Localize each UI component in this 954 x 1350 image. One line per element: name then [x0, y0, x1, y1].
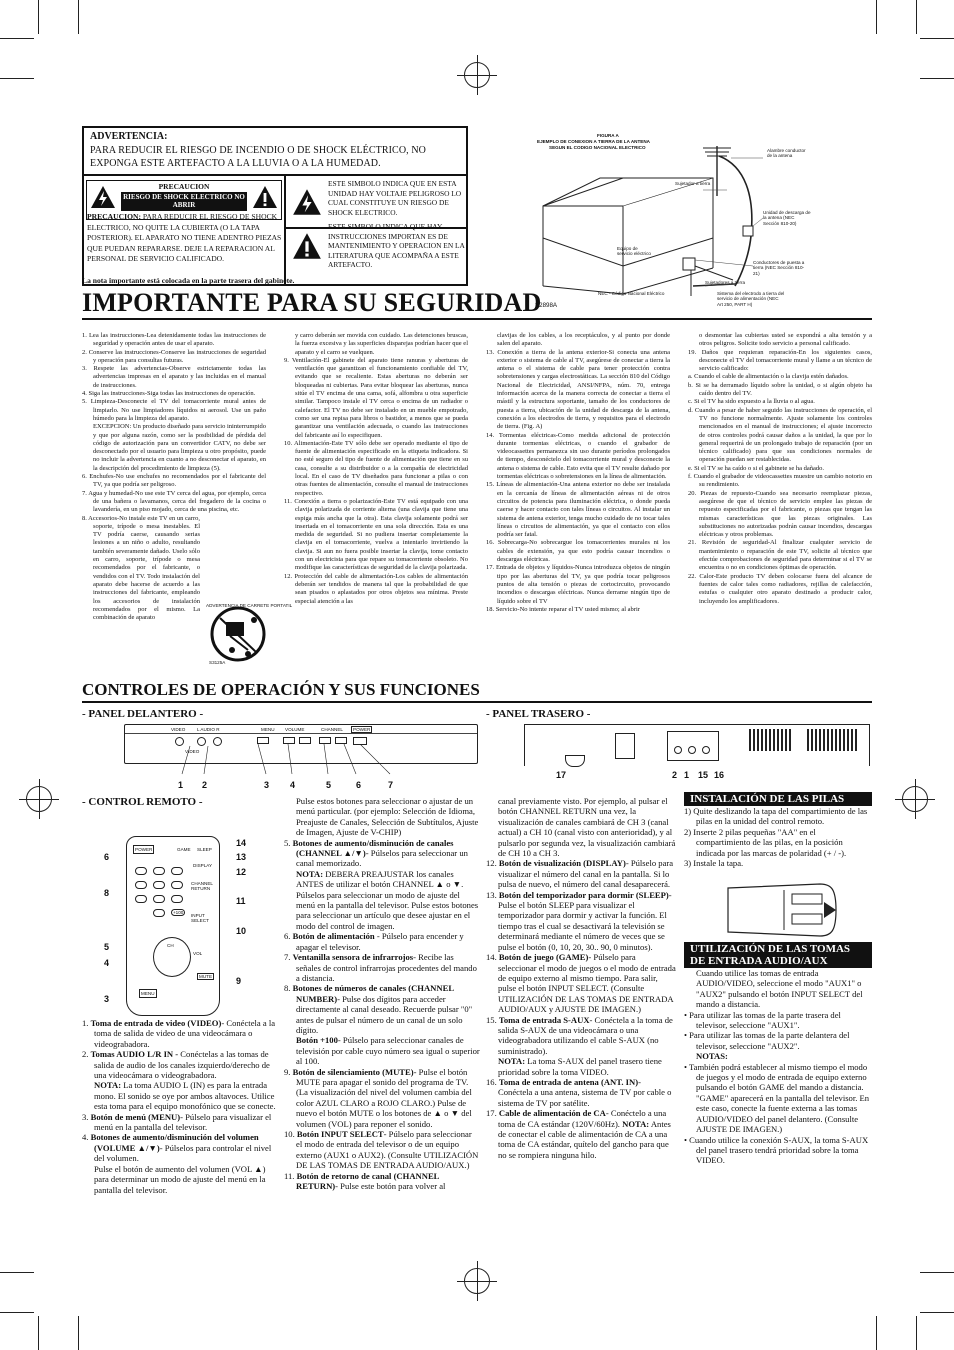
divider — [82, 701, 872, 703]
antenna-in-jack[interactable] — [702, 746, 710, 754]
remote-drawing — [126, 836, 220, 1016]
remote-power-button[interactable]: POWER — [133, 845, 154, 854]
remote-game-button[interactable]: GAME — [177, 847, 191, 852]
front-callout-6: 6 — [356, 780, 362, 790]
remote-return-button[interactable]: CHANNEL RETURN — [191, 881, 213, 892]
list-item: Pulse el botón de aumento del volumen (VOL ▲) para determinar un modo de ajuste del menú en la pantalla del televisor. — [94, 1163, 266, 1195]
symbol-instructions-text: ESTE SIMBOLO INDICA QUE HAY INSTRUCCIONES IMPORTAN ES DE MANTENIMIENTO Y OPERACION EN LA LITERATURA QUE ACOMPAÑA A ESTE ARTEFACTO. — [328, 222, 465, 270]
caution-band: RIESGO DE SHOCK ELECTRICO NO ABRIR — [121, 192, 247, 211]
crop-mark — [0, 1272, 34, 1273]
list-item: • Cuando utilice la conexión S-AUX, la toma S-AUX del panel trasero tendrá prioridad sobre la toma VIDEO. — [684, 1134, 869, 1166]
list-item: 12. Botón de visualización (DISPLAY)- Púlselo para visualizar el número del canal en la pantalla. Si lo pulsa de nuevo, el número del canal desaparecerá. — [486, 858, 674, 890]
figure-code: S2898A — [535, 302, 558, 309]
rear-panel-drawing — [524, 724, 870, 766]
front-label-menu: MENU — [261, 727, 275, 732]
rear-callout-2: 2 — [672, 770, 678, 780]
battery-compartment-drawing — [724, 880, 840, 940]
list-item: 15. Toma de entrada S-AUX- Conéctela a la toma de salida S-AUX de una videocámara o una videograbadora utilizando el cable S-AUX (no suministrado). — [486, 1014, 673, 1056]
remote-vol-label: VOL — [193, 951, 203, 956]
controls-title: CONTROLES DE OPERACIÓN Y SUS FUNCIONES — [82, 680, 480, 699]
controls-list-right — [486, 796, 676, 1160]
remote-mute-button[interactable]: MUTE — [199, 974, 213, 979]
front-label-audio: L AUDIO R — [197, 727, 220, 732]
exclamation-triangle-icon — [292, 232, 322, 260]
list-item: Pulse estos botones para seleccionar o ajustar de un menú particular. (por ejemplo: Selección de Idioma, Preajuste de Canales, Selección de Subtítulos, Ajuste de Imagen, Ajuste de V-CHIP) — [296, 796, 479, 838]
list-item: 3. Botón de menú (MENU)- Púlselo para visualizar el menú en la pantalla del televisor. — [82, 1111, 272, 1133]
crop-mark — [78, 1316, 79, 1350]
list-item: • Para utilizar las tomas de la parte trasera del televisor, seleccione "AUX1". — [684, 1009, 841, 1031]
volume-down-button[interactable] — [283, 737, 295, 744]
aux-heading: UTILIZACIÓN DE LAS TOMAS DE ENTRADA AUDIO/AUX — [684, 942, 872, 968]
list-item: Púlselos para seleccionar un modo de ajuste del menú en la pantalla del televisor. Pulse estos botones para seleccionar un artículo que desee ajustar en el modo del control de imagen. — [296, 889, 479, 931]
warning-box — [82, 126, 468, 286]
sub-panel — [615, 733, 635, 759]
caution-title: PRECAUCION — [158, 182, 210, 191]
label-discharge-unit: Unidad de descarga de la antena (NEC Sección 810-20) — [763, 210, 811, 226]
house-antenna-drawing — [505, 126, 805, 306]
list-item: 14. Botón de juego (GAME)- Púlselo para seleccionar el modo de juegos o el modo de entrada de equipo externo al mismo tiempo. Para salir, pulse el botón INPUT SELECT. (Consulte UTILIZACIÓN DE LAS TOMAS DE ENTRADA AUDIO/AUX y AJUSTE DE IMAGEN.) — [486, 952, 676, 1015]
list-item: 16. Toma de entrada de antena (ANT. IN)- Conéctela a una antena, sistema de TV por cable o sistema de TV por satélite. — [486, 1076, 672, 1108]
list-item: 6. Botón de alimentación - Púlselo para encender y apagar el televisor. — [284, 931, 464, 952]
safety-column-2: y carro deberán ser movida con cuidado. Las detenciones bruscas, la fuerza excesiva y las superficies disparejas podrían hacer que el aparato y el carro se vuelquen. 9. Ventilación-El gabinete del aparato tiene ranuras y aberturas de ventilación que garantizan el funcionamiento confiable del TV, evitando que se recaliente. Estas aberturas no deberán ser bloqueadas ni cubiertas. Para evitar bloquear las aberturas, nunca sitúe el TV encima de una cama, sofá, alfombra u otra superficie similar. Tampoco instale el TV cerca o encima de un radiador o calefactor. El TV no debe ser instalado en un mueble empotrado, como ser una repisa para libros o bastidor, a menos que se pueda garantizar una ventilación adecuada, o cuando las instrucciones del fabricante así lo especifiquen. 10. Alimentación-Este TV sólo debe ser operado mediante el tipo de fuente de alimentación especificado en la etiqueta indicadora. Si no esté seguro del tipo de fuente de alimentación que tiene en su casa, consulte a su distribuidor o a la compañía de electricidad local. En el caso de TV diseñados para funcionar a pilas o con otras fuentes de alimentación, consulte el manual de instrucciones respectivo. 11. Conexión a tierra o polarización-Este TV está equipado con una clavija polarizada de corriente alterna (una clavija que tiene una espiga más ancha que la otra). Esta clavija solamente podrá ser insertada en el tomacorriente en una sola dirección. Esta es una medida de seguridad. Si no pudiera insertar completamente la clavija en el tomacorriente, vuelva a intentarlo invirtiendo la clavija. Si aun no fuera posible insertar la clavija, tome contacto con un electricista para que repare su tomacorriente obsoleto. No modifique las características de seguridad de la clavija polarizada. 12. Protección del cable de alimentación-Los cables de alimentación deberán ser tendidos de manera tal que la probabilidad de que sean pisados o aplastados por otros objetos sea mínima. Preste especial atención a las — [284, 332, 468, 605]
front-label-video: VIDEO — [171, 727, 186, 732]
list-item: Cuando utilice las tomas de entrada AUDIO/VIDEO, seleccione el modo "AUX1" o "AUX2" pulsando el botón INPUT SELECT del mando a distancia. — [696, 968, 863, 1010]
divider — [82, 318, 872, 320]
list-item: canal previamente visto. Por ejemplo, al pulsar el botón CHANNEL RETURN una vez, la visualización de canales cambiará de CH 3 (canal actual) a CH 10 (canal visto con anterioridad), y al pulsarlo por segunda vez, la visualización cambiará de CH 10 a CH 3. — [498, 796, 676, 859]
rear-panel-heading: - PANEL TRASERO - — [486, 708, 591, 720]
list-item: 1. Toma de entrada de video (VIDEO)- Conéctela a la toma de salida de video de una videocámara o videograbadora. — [82, 1018, 276, 1049]
remote-callout-4: 4 — [104, 958, 110, 968]
vent-grille — [807, 729, 857, 751]
rear-callout-16: 16 — [714, 770, 725, 780]
front-panel-callouts — [170, 744, 410, 780]
aux-instructions — [684, 968, 872, 1166]
remote-display-button[interactable]: DISPLAY — [193, 863, 213, 868]
list-item: 2) Inserte 2 pilas pequeñas "AA" en el compartimiento de las pilas, en la posición indicada por las marcas de polaridad (+ / -). — [684, 826, 847, 858]
power-cord[interactable] — [565, 755, 585, 767]
remote-sleep-button[interactable]: SLEEP — [197, 847, 212, 852]
audio-jack[interactable] — [688, 746, 696, 754]
jack-panel — [667, 731, 719, 761]
caution-text — [87, 212, 283, 265]
volume-up-button[interactable] — [299, 737, 311, 744]
front-callout-7: 7 — [388, 780, 394, 790]
list-item: 8. Botones de números de canales (CHANNEL NUMBER)- Pulse dos dígitos para acceder directamente al canal deseado. Recuerde pulsar "0" antes de pulsar el número de un canal de un solo dígito. — [284, 983, 473, 1035]
safety-title: IMPORTANTE PARA SU SEGURIDAD — [82, 288, 542, 317]
remote-heading: - CONTROL REMOTO - — [82, 796, 203, 808]
list-item: 9. Botón de silenciamiento (MUTE)- Pulse el botón MUTE para apagar el sonido del programa de TV. (La visualización del nivel del volumen cambia del color AZUL CLARO a ROJO CLARO.) Pulse de nuevo el botón MUTE o los botones de ▲ o ▼ del volumen (VOL) para reponer el sonido. — [284, 1066, 472, 1129]
crop-mark — [876, 1316, 877, 1350]
registration-mark — [464, 62, 490, 88]
remote-callout-11: 11 — [236, 896, 246, 906]
crop-mark — [920, 1312, 954, 1313]
remote-callout-3: 3 — [104, 994, 110, 1004]
list-item: Botón +100- Púlselo para seleccionar canales de televisión por cable cuyo número sea igual o superior al 100. — [296, 1035, 480, 1067]
label-grounding-conductors: Conductores de puesta a tierra (NEC Sección 810-21) — [753, 260, 805, 276]
channel-down-button[interactable] — [319, 737, 331, 744]
label-ground-clamps: Sujetadores a tierra — [705, 280, 746, 285]
front-callout-5: 5 — [326, 780, 332, 790]
list-item: 3) Instale la tapa. — [684, 858, 744, 869]
figure-title: FIGURA A — [597, 133, 619, 138]
lightning-triangle-icon — [292, 188, 322, 216]
list-item: 5. Botones de aumento/disminución de canales (CHANNEL ▲/▼)- Púlselos para seleccionar un canal memorizado. — [284, 837, 468, 869]
remote-callout-10: 10 — [236, 926, 247, 936]
remote-ch-label: CH — [167, 943, 174, 948]
caution-body: PARA REDUCIR EL RIESGO DE SHOCK ELECTRICO, NO QUITE LA CUBIERTA (O LA TAPA POSTERIOR). EL APARATO NO TIENE ADENTRO PIEZAS QUE PUEDAN REPARARSE. DEJE LA REPARACION AL PERSONAL DE SERVICIO CALIFICADO. — [87, 212, 282, 264]
crop-mark — [920, 1272, 954, 1273]
crop-mark — [876, 0, 877, 34]
caution-label-text: PRECAUCION: — [87, 212, 141, 221]
crop-mark — [920, 38, 954, 39]
crop-mark — [78, 0, 79, 34]
list-item: 11. Botón de retorno de canal (CHANNEL RETURN)- Pulse este botón para volver al — [284, 1170, 446, 1192]
figure-subtitle: EJEMPLO DE CONEXION A TIERRA DE LA ANTENA — [537, 139, 650, 144]
crop-mark — [0, 78, 34, 79]
label-service-equipment: Equipo de servicio eléctrico — [617, 246, 651, 257]
remote-plus100-button[interactable]: +100 — [173, 910, 184, 915]
front-panel-heading: - PANEL DELANTERO - — [82, 708, 204, 720]
front-callout-2: 2 — [202, 780, 208, 790]
crop-mark — [916, 1316, 917, 1350]
remote-callout-14: 14 — [236, 838, 247, 848]
remote-callout-13: 13 — [236, 852, 247, 862]
list-item: • Para utilizar las tomas de la parte delantera del televisor, seleccione "AUX2". — [684, 1030, 850, 1051]
warning-text: PARA REDUCIR EL RIESGO DE INCENDIO O DE SHOCK ELÉCTRICO, NO EXPONGA ESTE ARTEFACTO A LA LLUVIA O A LA HUMEDAD. — [90, 145, 426, 169]
list-item: 7. Ventanilla sensora de infrarrojos- Recibe las señales de control infrarrojas procedentes del mando a distancia. — [284, 952, 477, 983]
label-clamp: Sujetador a tierra — [675, 181, 711, 186]
list-item: 13. Botón del temporizador para dormir (SLEEP)- Pulse el botón SLEEP para visualizar el temporizador para dormir y activar la función. El tiempo tras el cual se desactivará la televisión se determinará mediante el número de veces que se pulse el botón (0, 10, 20, 30.. 90, 0 minutos). — [486, 889, 672, 952]
controls-list-middle — [284, 796, 480, 1191]
battery-heading: INSTALACIÓN DE LAS PILAS — [684, 792, 872, 806]
front-callout-3: 3 — [264, 780, 270, 790]
rear-callout-17: 17 — [556, 770, 567, 780]
list-item: NOTA: La toma AUDIO L (IN) es para la entrada mono. El sonido se oye por ambos altavoces. Utilice esta toma para el equipo monofónico que se conecte. — [94, 1080, 276, 1112]
list-item: NOTA: La toma S-AUX del panel trasero tiene prioridad sobre la toma VIDEO. — [498, 1056, 662, 1077]
label-electrode-system: Sistema del electrodo a tierra del servicio de alimentación (NEC Art 250, PART H) — [717, 291, 785, 307]
rear-callout-15: 15 — [698, 770, 709, 780]
label-nec: NEC - Código Nacional Eléctrico — [598, 291, 665, 296]
list-item: 10. Botón INPUT SELECT- Púlselo para seleccionar el modo de entrada del televisor o de un equipo externo (AUX1 o AUX2). (Consulte UTILIZACIÓN DE LAS TOMAS DE ENTRADA AUDIO/AUX.) — [284, 1129, 479, 1171]
registration-mark — [464, 1268, 490, 1294]
front-label-channel: CHANNEL — [321, 727, 343, 732]
front-label-power: POWER — [353, 727, 371, 732]
remote-callout-8: 8 — [104, 888, 110, 898]
portable-cart-warning-icon — [196, 600, 270, 662]
list-item: 1) Quite deslizando la tapa del compartimiento de las pilas en la unidad del control remoto. — [684, 806, 868, 827]
remote-callout-9: 9 — [236, 976, 242, 986]
list-item: • También podrá establecer al mismo tiempo el modo de juegos y el modo de entrada de equipo externo pulsando el botón GAME del mando a distancia. "GAME" aparecerá en la pantalla del televisor. En este caso, conecte la fuente externa a las tomas AUDIO/VIDEO del panel delantero. (Consulte AJUSTE DE IMAGEN.) — [684, 1061, 870, 1135]
crop-mark — [0, 1312, 34, 1313]
registration-mark — [26, 786, 52, 812]
channel-up-button[interactable] — [335, 737, 347, 744]
safety-column-3: clavijas de los cables, a los receptáculos, y al punto por donde salen del aparato. 13. Conexión a tierra de la antena exterior-Si conecta una antena exterior o sistema de cable al TV, asegúrese de conectar a tierra la antena o el sistema de cable para tener protección contra sobretensiones y cargas electrostáticas. La sección 810 del Código Nacional de Electricidad, ANSI/NFPA, núm. 70, entrega información acerca de la manera correcta de conectar a tierra el mástil y la estructura soportante, tamaño de los conductores de puesta a tierra, ubicación de la unidad de descarga de la antena, conexión a los electrodos de tierra, y requisitos para el electrodo de tierra. (Fig. A) 14. Tormentas eléctricas-Como medida adicional de protección durante tormentas eléctricas, o cuando el grabador de videocassettes permanezca sin uso durante períodos prolongados de tiempo, desconéctelo del tomacorriente mural y desconecte la antena o sistema de cable. Esto evita que el TV resulte dañado por tormentas eléctricas o sobretensiones en la línea de alimentación. 15. Líneas de alimentación-Una antena exterior no debe ser instalada en la cercanía de líneas de alimentación aéreas ni de otros circuitos de potencia para iluminación eléctrica, o donde pueda caerse y hacer contacto con tales líneas o circuitos. Al instalar un sistema de antena exterior, tenga mucho cuidado de no tocar tales líneas o circuitos de alimentación, ya que el contacto con ellos podría ser fatal. 16. Sobrecarga-No sobrecargue los tomacorrientes murales ni los cables de extensión, ya que esto podría causar incendios o descargas eléctricas. 17. Entrada de objetos y líquidos-Nunca introduzca objetos de ningún tipo por las aberturas del TV, ya que podría tocar peligrosos puntos de alta tensión o piezas de cortocircuito, provocando incendios o descargas eléctricas. Nunca derrame ningún tipo de líquido sobre el TV 18. Servicio-No intente reparar el TV usted mismo; al abrir — [486, 332, 670, 613]
remote-callout-6: 6 — [104, 852, 110, 862]
label-antenna-wire: Alambre conductor de la antena — [767, 148, 806, 159]
rear-callout-1: 1 — [684, 770, 690, 780]
safety-column-1: 1. Lea las instrucciones-Lea detenidamente todas las instrucciones de seguridad y operación antes de usar el aparato. 2. Conserve las instrucciones-Conserve las instrucciones de seguridad y operación para consultas futuras. 3. Respete las advertencias-Observe estrictamente todas las advertencias impresas en el aparato y las incluidas en el manual de instrucciones. 4. Siga las instrucciones-Siga todas las instrucciones de operación. 5. Limpieza-Desconecte el TV del tomacorriente mural antes de limpiarlo. No use limpiadores líquidos ni aerosol. Use un paño húmedo para la limpieza del aparato. EXCEPCION: Un producto diseñado para servicio ininterrumpido y que por alguna razón, como ser la posibilidad de pérdida del código de autorización para un convertidor CATV, no debe ser desconectado por el usuario para limpieza u otro propósito, puede no incluir la advertencia en cuanto a no desconectar el aparato, en la descripción del procedimiento de limpieza (5). 6. Enchufes-No use enchufes no recomendados por el fabricante del TV, ya que podría ser peligroso. 7. Agua y humedad-No use este TV cerca del agua, por ejemplo, cerca de una bañera o lavamanos, cerca del fregadero de la cocina o lavandería, en un piso mojado, cerca de una piscina, etc. 8. Accesorios-No instale este TV en un carro, soporte, trípode o mesa inestables. El TV podría caerse, causando serias lesiones a un niño o adulto, resultando también severamente dañado. Uselo sólo en carro, soporte, trípode o mesa recomendados por el fabricante, o vendidos con el TV. Todo instalación del aparato debe hacerse de acuerdo a las instrucciones del fabricante, empleando los accesorios de instalación recomendados por el mismo. La combinación de aparato — [82, 332, 266, 622]
controls-list-left — [82, 1018, 278, 1195]
antenna-grounding-figure — [505, 126, 811, 309]
menu-button[interactable] — [257, 737, 269, 744]
list-item: 4. Botones de aumento/disminución del volumen (VOLUME ▲/▼)- Púlselos para controlar el nivel del volumen. — [82, 1132, 272, 1164]
crop-mark — [38, 0, 39, 34]
remote-input-button[interactable]: INPUT SELECT — [191, 913, 209, 924]
warning-title: ADVERTENCIA: — [90, 131, 168, 142]
safety-column-4: o desmontar las cubiertas usted se expondrá a alta tensión y a otros peligros. Solicite todo servicio a personal calificado. 19. Daños que requieran reparación-En los siguientes casos, desconecte el TV del tomacorriente mural y llame a un técnico de servicio calificado: a. Cuando el cable de alimentación o la clavija estén dañados. b. Si se ha derramado líquido sobre la unidad, o si algún objeto ha caído dentro del TV. c. Si el TV ha sido expuesto a la lluvia o al agua. d. Cuando a pesar de haber seguido las instrucciones de operación, el TV no funcione normalmente. Ajuste solamente los controles mencionados en el manual de instrucciones; el ajuste incorrecto de otros controles podrá causar daños a la unidad, la que por lo general requerirá de un prolongado trabajo de reparación (por un técnico calificado) para que sus condiciones normales de operación puedan ser restablecidas. e. Si el TV se ha caído o si el gabinete se ha dañado. f. Cuando el grabador de videocassettes muestre un cambio notorio en su rendimiento. 20. Piezas de repuesto-Cuando sea necesario reemplazar piezas, asegúrese de que el técnico de servicio emplee las piezas de repuesto especificadas por el fabricante, o piezas que tengan las mismas características que las piezas originales. Las substituciones no autorizadas podrán causar incendios, descargas eléctricas y otros problemas. 21. Revisión de seguridad-Al finalizar cualquier servicio de mantenimiento o reparación de este TV, solicite al técnico que efectúe comprobaciones de seguridad para determinar si el TV se encuentra o no en condiciones óptimas de operación. 22. Calor-Este producto TV deben colocarse fuera del alcance de fuentes de calor tales como radiadores, rejillas de calefacción, estufas o cualquier otro aparato destinado a producir calor, incluyendo los amplificadores. — [688, 332, 872, 605]
figure-subtitle: SEGUN EL CODIGO NACIONAL ELECTRICO — [549, 145, 646, 150]
remote-menu-button[interactable]: MENU — [139, 989, 157, 998]
list-item: 17. Cable de alimentación de CA- Conéctelo a una toma de CA estándar (120V/60Hz). NOTA: Antes de conectar el cable de alimentación de CA a una toma de CA estándar, quítelo del gancho para que no se rompiera ninguna hilo. — [486, 1108, 671, 1160]
battery-steps — [684, 806, 872, 868]
registration-mark — [902, 786, 928, 812]
front-callout-4: 4 — [290, 780, 296, 790]
list-item: NOTAS: — [696, 1051, 728, 1062]
front-callout-1: 1 — [178, 780, 184, 790]
remote-callout-12: 12 — [236, 867, 247, 877]
vent-grille — [749, 729, 791, 751]
s-aux-jack[interactable] — [674, 746, 682, 754]
important-note: La nota importante está colocada en la parte trasera del gabinete. — [82, 276, 295, 285]
crop-mark — [38, 1316, 39, 1350]
list-item: NOTA: DEBERA PREAJUSTAR los canales ANTES de utilizar el botón CHANNEL ▲ o ▼. — [296, 868, 464, 890]
cart-warning-label: ADVERTENCIA DE CARRETE PORTATIL — [206, 603, 293, 608]
front-label-video-in: VIDEO — [185, 749, 200, 754]
cart-code: S3125A — [209, 660, 226, 665]
remote-callout-5: 5 — [104, 942, 110, 952]
front-label-volume: VOLUME — [285, 727, 305, 732]
crop-mark — [920, 78, 954, 79]
list-item: 2. Tomas AUDIO L/R IN - Conéctelas a las tomas de salida de audio de los canales izquierdo/derecho de una videocámara o videograbadora. — [82, 1049, 270, 1081]
symbol-voltage-text: ESTE SIMBOLO INDICA QUE EN ESTA UNIDAD HAY VOLTAJE PELIGROSO LO CUAL CONSTITUYE UN RIESGO DE SHOCK ELECTRICO. — [328, 179, 462, 217]
crop-mark — [0, 38, 34, 39]
crop-mark — [916, 0, 917, 34]
